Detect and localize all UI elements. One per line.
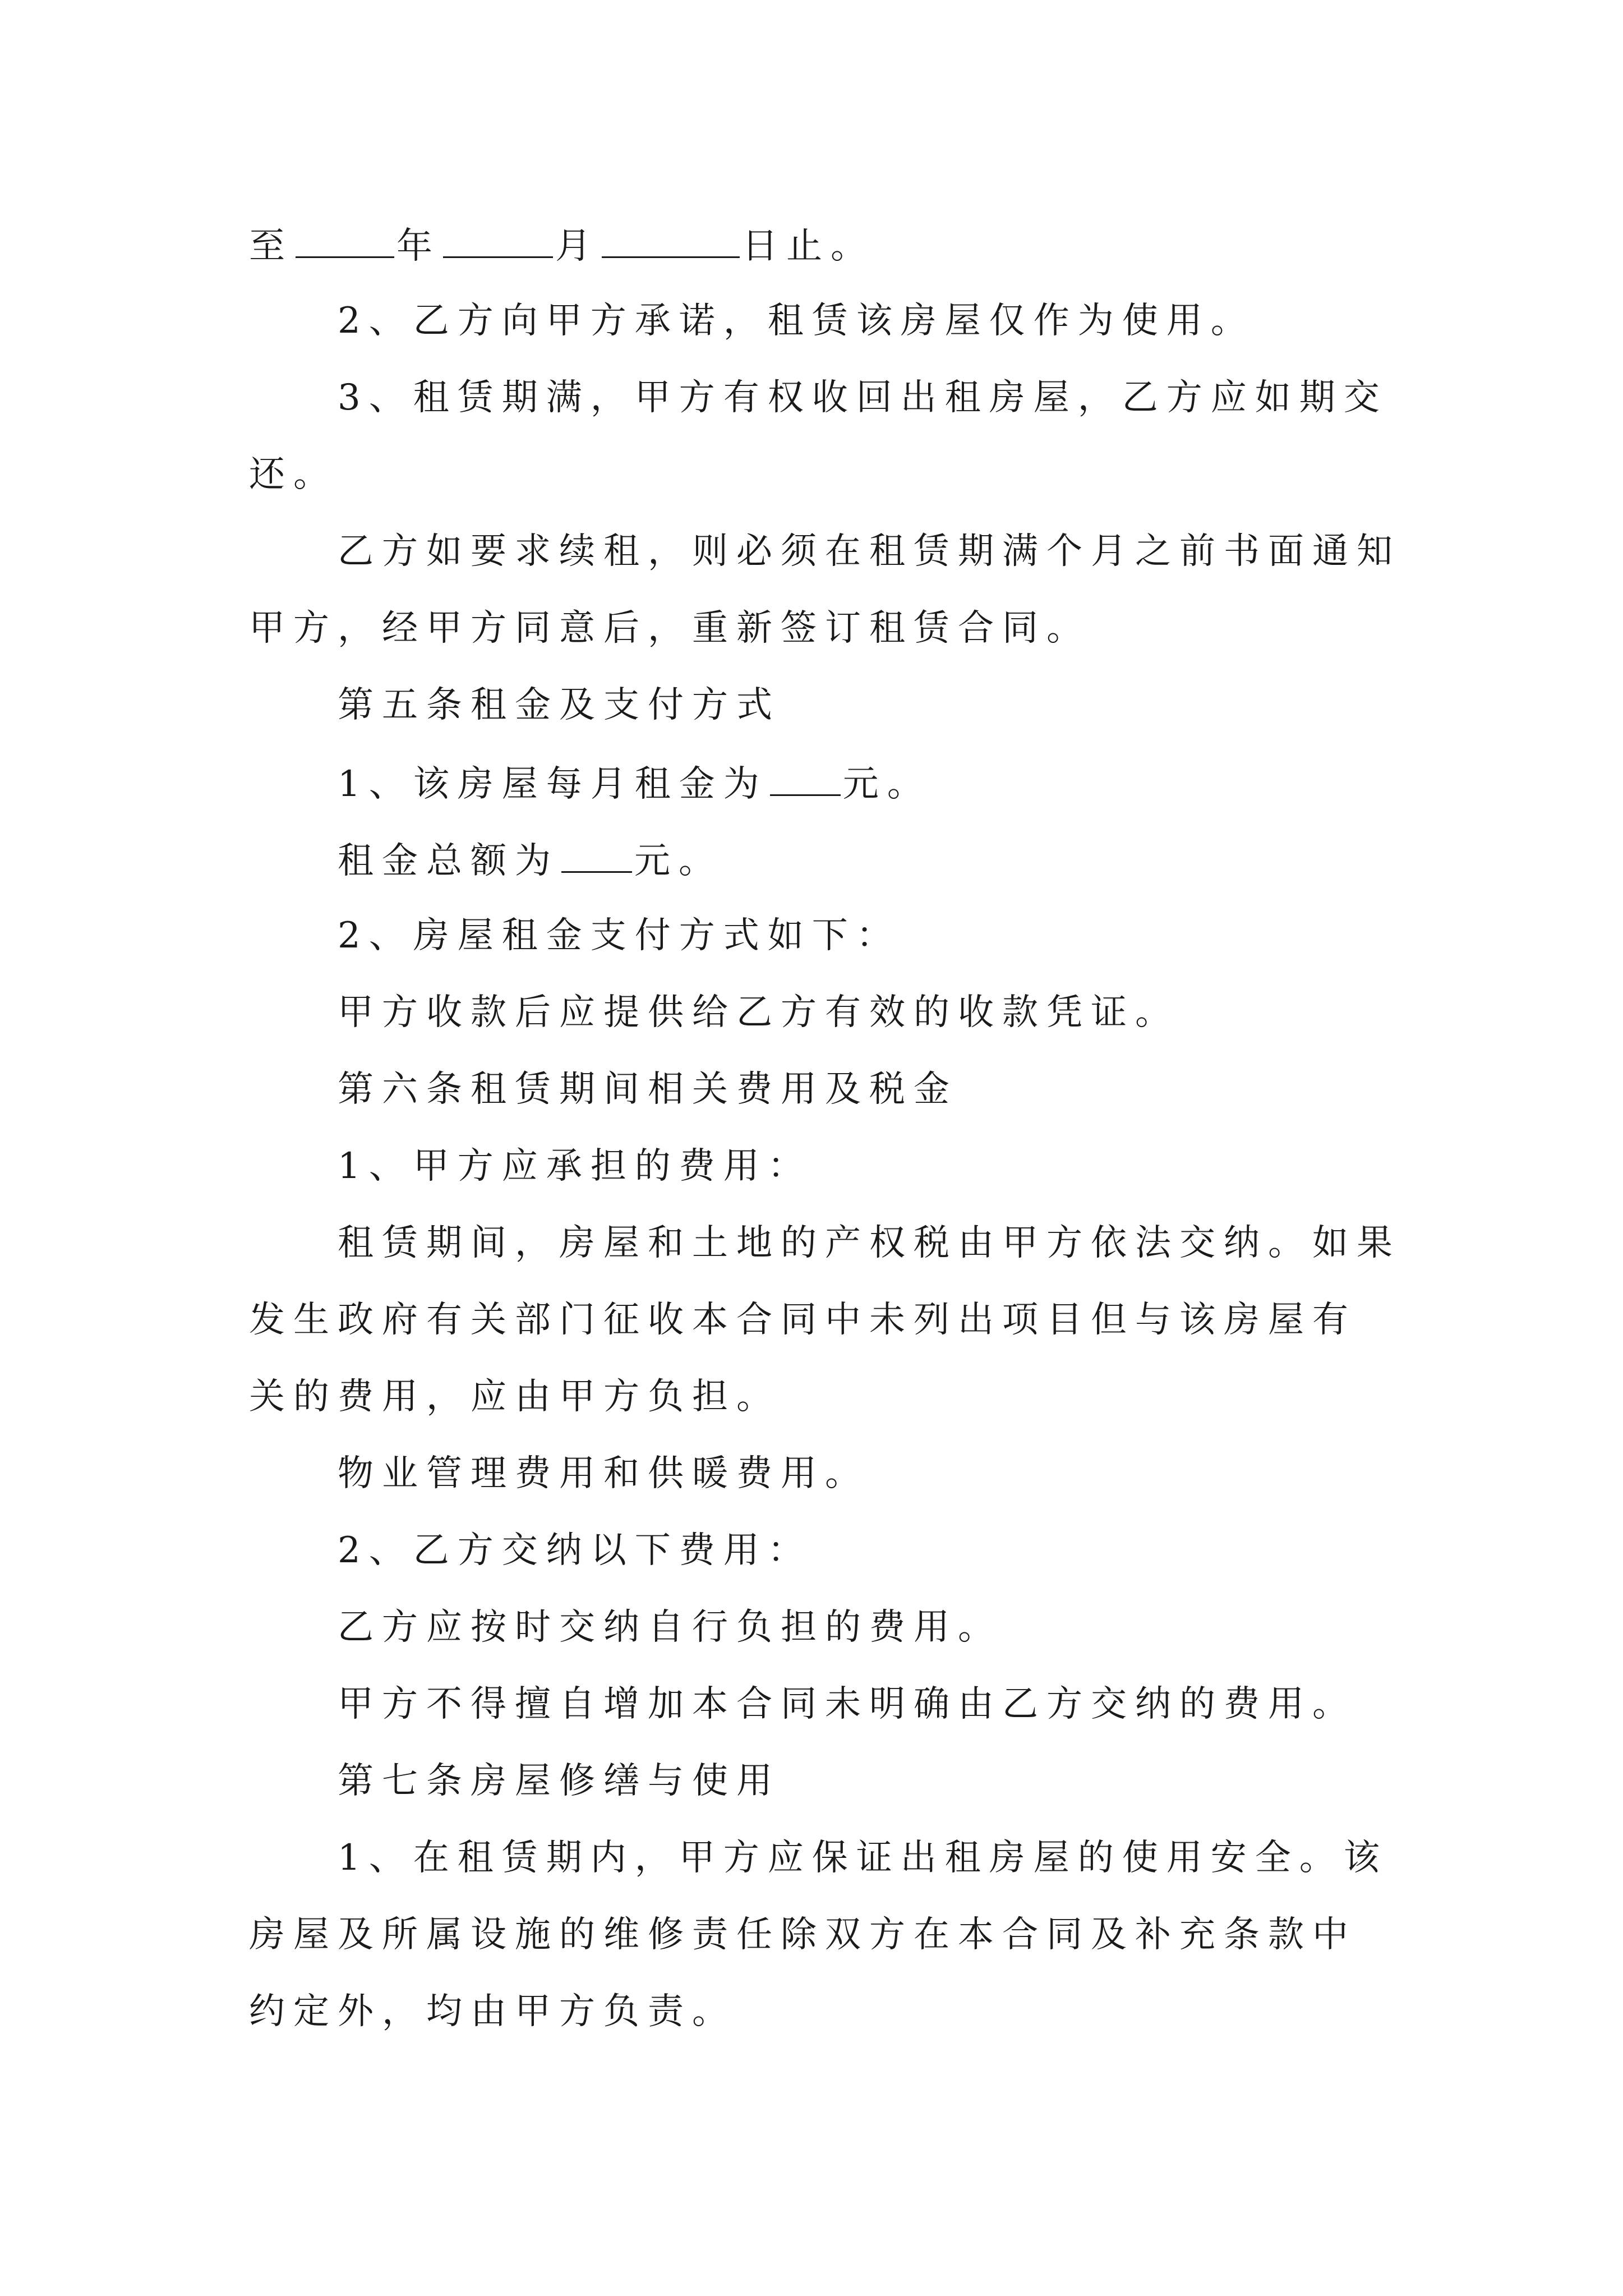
rent-total-line bbox=[338, 836, 723, 881]
paragraph-term-expire-line1: 3、租赁期满，甲方有权收回出租房屋，乙方应如期交 bbox=[338, 377, 1388, 418]
party-b-fees-line1: 乙方应按时交纳自行负担的费用。 bbox=[338, 1607, 1002, 1648]
text-month: 月 bbox=[555, 226, 600, 267]
article-6-title: 第六条租赁期间相关费用及税金 bbox=[338, 1069, 958, 1110]
payment-method-line: 2、房屋租金支付方式如下： bbox=[338, 915, 901, 956]
blank-rent-total bbox=[561, 836, 632, 873]
party-a-fees-line1: 租赁期间，房屋和土地的产权税由甲方依法交纳。如果 bbox=[338, 1222, 1401, 1264]
text-rent-monthly: 1、该房屋每月租金为 bbox=[338, 763, 768, 805]
paragraph-renewal-line1: 乙方如要求续租，则必须在租赁期满个月之前书面通知 bbox=[338, 531, 1401, 572]
text-until: 至 bbox=[249, 226, 293, 267]
party-b-fees-line2: 甲方不得擅自增加本合同未明确由乙方交纳的费用。 bbox=[338, 1683, 1357, 1725]
text-rent-total: 租金总额为 bbox=[338, 840, 559, 882]
repair-line2: 房屋及所属设施的维修责任除双方在本合同及补充条款中 bbox=[249, 1914, 1357, 1955]
party-b-fees-heading: 2、乙方交纳以下费用： bbox=[338, 1530, 812, 1571]
party-a-fees-heading: 1、甲方应承担的费用： bbox=[338, 1145, 812, 1187]
blank-day bbox=[602, 222, 740, 258]
blank-year bbox=[296, 222, 394, 258]
text-yuan-total: 元。 bbox=[634, 840, 723, 882]
paragraph-use-promise: 2、乙方向甲方承诺，租赁该房屋仅作为使用。 bbox=[338, 300, 1255, 342]
term-end-line bbox=[249, 222, 875, 266]
text-yuan: 元。 bbox=[842, 763, 932, 805]
text-day-end: 日止。 bbox=[742, 226, 875, 267]
paragraph-term-expire-line2: 还。 bbox=[249, 454, 338, 495]
property-heating-fees-line: 物业管理费用和供暖费用。 bbox=[338, 1453, 869, 1494]
article-7-title: 第七条房屋修缮与使用 bbox=[338, 1760, 781, 1802]
text-year: 年 bbox=[396, 226, 441, 267]
repair-line3: 约定外，均由甲方负责。 bbox=[249, 1991, 736, 2032]
article-5-title: 第五条租金及支付方式 bbox=[338, 684, 781, 726]
blank-rent-monthly bbox=[770, 760, 841, 796]
party-a-fees-line3: 关的费用，应由甲方负担。 bbox=[249, 1376, 781, 1418]
party-a-fees-line2: 发生政府有关部门征收本合同中未列出项目但与该房屋有 bbox=[249, 1299, 1357, 1341]
rent-monthly-line bbox=[338, 760, 932, 804]
receipt-line: 甲方收款后应提供给乙方有效的收款凭证。 bbox=[338, 992, 1179, 1033]
blank-month bbox=[443, 222, 553, 258]
paragraph-renewal-line2: 甲方，经甲方同意后，重新签订租赁合同。 bbox=[249, 608, 1091, 649]
repair-line1: 1、在租赁期内，甲方应保证出租房屋的使用安全。该 bbox=[338, 1837, 1388, 1879]
